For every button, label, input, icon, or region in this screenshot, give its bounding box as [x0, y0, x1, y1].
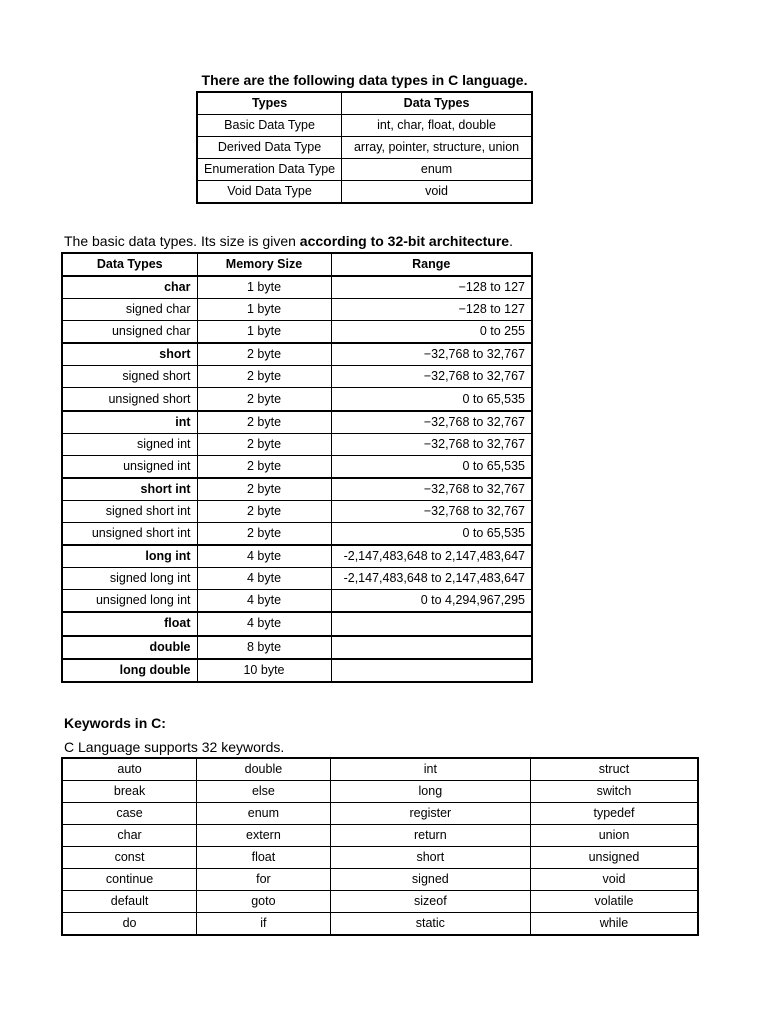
keyword-cell: auto [62, 758, 197, 781]
table-cell-size: 1 byte [197, 276, 331, 299]
table-cell-name: signed short [62, 366, 197, 388]
table-row [62, 913, 698, 936]
table-cell-range: −32,768 to 32,767 [331, 500, 532, 522]
keyword-cell: extern [197, 825, 331, 847]
table-row [62, 321, 532, 344]
table-cell-size: 4 byte [197, 590, 331, 613]
table-cell-range: −32,768 to 32,767 [331, 411, 532, 434]
table-cell: array, pointer, structure, union [342, 137, 532, 159]
basic-types-intro [64, 233, 513, 249]
table-cell: Derived Data Type [197, 137, 342, 159]
table-cell-range: 0 to 65,535 [331, 388, 532, 411]
table-cell-range [331, 636, 532, 659]
table-cell-size: 4 byte [197, 568, 331, 590]
table-cell-size: 2 byte [197, 343, 331, 366]
table-row [197, 137, 532, 159]
basic-data-types-table [61, 252, 533, 683]
table-row [62, 758, 698, 781]
table-cell: Basic Data Type [197, 115, 342, 137]
table-row [62, 781, 698, 803]
keyword-cell: volatile [530, 891, 698, 913]
table-cell-name: signed int [62, 433, 197, 455]
table-row [62, 891, 698, 913]
table-cell-range: −32,768 to 32,767 [331, 343, 532, 366]
keyword-cell: switch [530, 781, 698, 803]
keyword-cell: if [197, 913, 331, 936]
keywords-table [61, 757, 699, 936]
table-row [62, 590, 532, 613]
table-cell-name: unsigned long int [62, 590, 197, 613]
table-cell: enum [342, 159, 532, 181]
table-cell-size: 10 byte [197, 659, 331, 682]
intro-suffix: . [509, 233, 513, 249]
table-cell-size: 2 byte [197, 523, 331, 546]
table-cell-range: −128 to 127 [331, 276, 532, 299]
table-row [62, 366, 532, 388]
keyword-cell: union [530, 825, 698, 847]
table-cell-range: 0 to 65,535 [331, 455, 532, 478]
keyword-cell: signed [330, 869, 530, 891]
table-row [62, 411, 532, 434]
table-row [62, 388, 532, 411]
table-row [62, 343, 532, 366]
table-cell-size: 2 byte [197, 433, 331, 455]
table-cell-name: float [62, 612, 197, 635]
table-cell: void [342, 181, 532, 204]
table-cell: Void Data Type [197, 181, 342, 204]
keyword-cell: static [330, 913, 530, 936]
column-header: Memory Size [197, 253, 331, 276]
table-row [62, 568, 532, 590]
table-row [62, 612, 532, 635]
table-cell-size: 4 byte [197, 545, 331, 568]
table-cell-range: −32,768 to 32,767 [331, 366, 532, 388]
intro-bold-text: according to 32-bit architecture [299, 233, 510, 249]
table-row [62, 299, 532, 321]
table-cell-name: unsigned int [62, 455, 197, 478]
keyword-cell: case [62, 803, 197, 825]
keyword-cell: typedef [530, 803, 698, 825]
table-cell-name: short int [62, 478, 197, 501]
keyword-cell: else [197, 781, 331, 803]
table-cell-size: 1 byte [197, 321, 331, 344]
table-cell-name: short [62, 343, 197, 366]
table-cell-range: −32,768 to 32,767 [331, 433, 532, 455]
table-cell-range: 0 to 65,535 [331, 523, 532, 546]
table-cell-size: 4 byte [197, 612, 331, 635]
table-row [62, 545, 532, 568]
keyword-cell: while [530, 913, 698, 936]
keyword-cell: double [197, 758, 331, 781]
table-row [62, 478, 532, 501]
keyword-cell: long [330, 781, 530, 803]
keyword-cell: for [197, 869, 331, 891]
table-row [197, 181, 532, 204]
table-cell-range: 0 to 4,294,967,295 [331, 590, 532, 613]
keywords-subtitle: C Language supports 32 keywords. [64, 739, 285, 755]
table-row [62, 803, 698, 825]
table-cell-range: -2,147,483,648 to 2,147,483,647 [331, 545, 532, 568]
table-row [62, 869, 698, 891]
column-header: Types [197, 92, 342, 115]
table-cell-name: long double [62, 659, 197, 682]
keyword-cell: const [62, 847, 197, 869]
keyword-cell: float [197, 847, 331, 869]
keyword-cell: return [330, 825, 530, 847]
table-cell-range [331, 659, 532, 682]
table-row [62, 659, 532, 682]
table-cell-range: −32,768 to 32,767 [331, 478, 532, 501]
table-cell-range [331, 612, 532, 635]
data-types-caption: There are the following data types in C language. [201, 72, 528, 88]
keyword-cell: register [330, 803, 530, 825]
table-cell-name: char [62, 276, 197, 299]
table-row [197, 115, 532, 137]
column-header: Data Types [62, 253, 197, 276]
keyword-cell: void [530, 869, 698, 891]
table-cell-name: signed long int [62, 568, 197, 590]
table-cell: int, char, float, double [342, 115, 532, 137]
keyword-cell: default [62, 891, 197, 913]
keyword-cell: struct [530, 758, 698, 781]
table-cell-range: -2,147,483,648 to 2,147,483,647 [331, 568, 532, 590]
table-row [62, 847, 698, 869]
table-cell-size: 2 byte [197, 366, 331, 388]
column-header: Range [331, 253, 532, 276]
table-cell-size: 1 byte [197, 299, 331, 321]
table-row [62, 636, 532, 659]
keyword-cell: int [330, 758, 530, 781]
keyword-cell: break [62, 781, 197, 803]
table-cell-size: 2 byte [197, 500, 331, 522]
table-cell-name: unsigned short [62, 388, 197, 411]
keyword-cell: short [330, 847, 530, 869]
table-cell-range: 0 to 255 [331, 321, 532, 344]
table-cell-size: 2 byte [197, 455, 331, 478]
keyword-cell: unsigned [530, 847, 698, 869]
table-cell-name: long int [62, 545, 197, 568]
table-row [197, 159, 532, 181]
table-row [62, 455, 532, 478]
table-cell: Enumeration Data Type [197, 159, 342, 181]
table-row [62, 500, 532, 522]
table-cell-size: 8 byte [197, 636, 331, 659]
table-cell-name: signed char [62, 299, 197, 321]
keyword-cell: goto [197, 891, 331, 913]
keyword-cell: enum [197, 803, 331, 825]
table-cell-name: double [62, 636, 197, 659]
table-row [62, 276, 532, 299]
table-cell-name: unsigned char [62, 321, 197, 344]
table-cell-size: 2 byte [197, 411, 331, 434]
table-row [62, 433, 532, 455]
keyword-cell: char [62, 825, 197, 847]
table-cell-size: 2 byte [197, 388, 331, 411]
keyword-cell: do [62, 913, 197, 936]
table-cell-name: signed short int [62, 500, 197, 522]
table-cell-size: 2 byte [197, 478, 331, 501]
table-cell-name: int [62, 411, 197, 434]
table-row [62, 825, 698, 847]
table-row [62, 523, 532, 546]
data-type-categories-table [196, 91, 533, 204]
keywords-heading: Keywords in C: [64, 715, 166, 731]
column-header: Data Types [342, 92, 532, 115]
table-cell-range: −128 to 127 [331, 299, 532, 321]
intro-text: The basic data types. Its size is given [64, 233, 300, 249]
keyword-cell: continue [62, 869, 197, 891]
table-cell-name: unsigned short int [62, 523, 197, 546]
keyword-cell: sizeof [330, 891, 530, 913]
